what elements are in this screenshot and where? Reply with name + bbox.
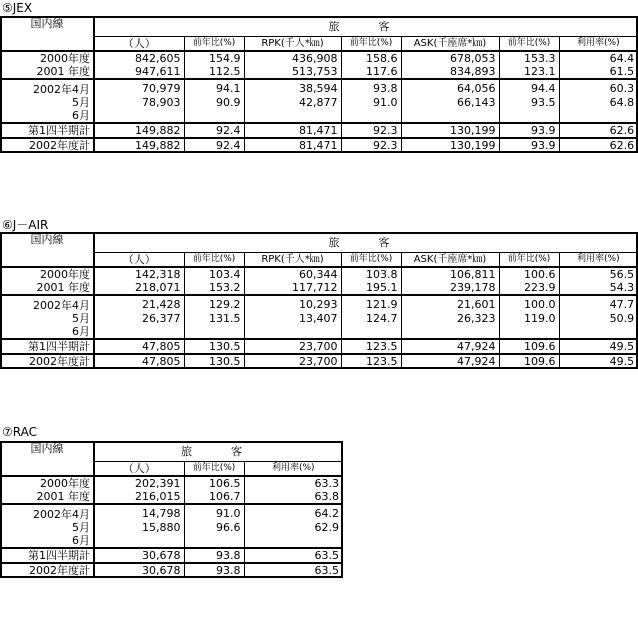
section-title-rac: ⑦RAC (2, 425, 37, 439)
cell: 23,700 (244, 339, 341, 354)
cell: 78,903 (142, 96, 181, 109)
cell: 49.5 (559, 339, 637, 354)
col-header: 前年比(%) (499, 37, 559, 52)
row-label: 第1四半期計 (1, 123, 94, 138)
cell: 64.4 (559, 51, 637, 65)
table-row (1, 51, 637, 65)
cell: 121.9 (341, 295, 401, 312)
cell: 149,882 (135, 139, 181, 152)
cell: 239,178 (401, 281, 499, 295)
cell (401, 109, 499, 123)
cell (94, 109, 184, 123)
row-label: 6月 (1, 109, 94, 123)
col-header: 前年比(%) (499, 253, 559, 268)
cell: 81,471 (244, 123, 341, 138)
col-header: RPK(千人*㎞) (244, 37, 341, 52)
row-label: 2000年度 (1, 51, 94, 65)
cell: 130.5 (184, 339, 244, 354)
cell (401, 325, 499, 339)
cell: 131.5 (184, 312, 244, 325)
cell: 93.8 (341, 79, 401, 96)
cell: 513,753 (244, 65, 341, 79)
cell: 91.0 (184, 504, 244, 521)
cell: 15,880 (142, 521, 181, 534)
cell: 90.9 (184, 96, 244, 109)
section-title-jair: ⑥J－AIR (2, 218, 49, 232)
cell: 63.5 (244, 548, 342, 563)
cell: 38,594 (244, 79, 341, 96)
row-label: 2000年度 (1, 476, 94, 490)
row-label: 2002年4月 (1, 79, 94, 96)
row-label: 2002年4月 (1, 295, 94, 312)
cell: 109.6 (499, 354, 559, 368)
cell: 129.2 (184, 295, 244, 312)
cell (94, 325, 184, 339)
cell: 117,712 (244, 281, 341, 295)
cell: 93.5 (499, 96, 559, 109)
cell: 123.5 (341, 354, 401, 368)
cell: 947,611 (94, 65, 184, 79)
cell: 47,924 (401, 354, 499, 368)
cell: 91.0 (341, 96, 401, 109)
cell: 54.3 (559, 281, 637, 295)
cell: 66,143 (401, 96, 499, 109)
col-header: RPK(千人*㎞) (244, 253, 341, 268)
table-row (1, 504, 342, 521)
col-header: 前年比(%) (341, 253, 401, 268)
table-row (1, 354, 637, 368)
table-row (1, 267, 637, 281)
table-row (1, 490, 342, 504)
cell: 117.6 (341, 65, 401, 79)
cell: 47,805 (94, 339, 184, 354)
col-header: 利用率(%) (559, 37, 637, 52)
cell: 109.6 (499, 339, 559, 354)
cell: 218,071 (94, 281, 184, 295)
group-label: 旅 客 (94, 17, 637, 37)
table-row (1, 281, 637, 295)
cell (499, 109, 559, 123)
cell: 93.8 (184, 563, 244, 577)
col-header: （人） (94, 37, 184, 52)
cell (184, 534, 244, 548)
cell: 94.4 (499, 79, 559, 96)
cell: 21,601 (401, 295, 499, 312)
cell (184, 109, 244, 123)
row-label: 6月 (1, 534, 94, 548)
col-header: （人） (94, 253, 184, 268)
table-row (1, 563, 342, 577)
cell (244, 325, 341, 339)
cell: 103.8 (341, 267, 401, 281)
cell (184, 325, 244, 339)
cell: 21,428 (142, 297, 181, 311)
row-label: 2002年度計 (1, 138, 94, 152)
row-label: 2002年度計 (1, 563, 94, 577)
cell: 106,811 (401, 267, 499, 281)
cell (499, 325, 559, 339)
cell: 92.4 (184, 123, 244, 138)
table-row (1, 79, 637, 96)
jair-table (1, 233, 637, 368)
cell: 14,798 (142, 506, 181, 520)
cell: 834,893 (401, 65, 499, 79)
row-label: 第1四半期計 (1, 339, 94, 354)
jex-table (1, 17, 637, 152)
cell: 154.9 (184, 51, 244, 65)
col-header: 前年比(%) (184, 37, 244, 52)
cell: 106.5 (184, 476, 244, 490)
cell: 153.3 (499, 51, 559, 65)
table-row (1, 339, 637, 354)
corner-label: 国内線 (1, 233, 94, 267)
cell: 142,318 (135, 268, 181, 281)
rac-table (1, 442, 342, 577)
cell: 81,471 (244, 138, 341, 152)
row-label: 2001 年度 (1, 281, 94, 295)
table-row (1, 138, 637, 152)
col-header: ASK(千座席*㎞) (401, 253, 499, 268)
cell: 64,056 (401, 79, 499, 96)
group-label: 旅 客 (94, 442, 342, 462)
corner-label: 国内線 (1, 17, 94, 51)
cell: 47,805 (142, 355, 181, 368)
cell: 123.1 (499, 65, 559, 79)
cell: 96.6 (184, 521, 244, 534)
cell (244, 534, 342, 548)
row-label: 6月 (1, 325, 94, 339)
cell: 92.4 (184, 138, 244, 152)
cell (341, 109, 401, 123)
table-row (1, 312, 637, 325)
col-header: ASK(千座席*㎞) (401, 37, 499, 52)
cell: 93.8 (184, 548, 244, 563)
col-header: 利用率(%) (559, 253, 637, 268)
cell: 123.5 (341, 339, 401, 354)
table-row (1, 65, 637, 79)
cell: 30,678 (142, 564, 181, 577)
cell: 93.9 (499, 138, 559, 152)
cell: 62.9 (244, 521, 342, 534)
table-row (1, 476, 342, 490)
cell: 26,377 (142, 312, 181, 325)
cell: 30,678 (94, 548, 184, 563)
col-header: 前年比(%) (341, 37, 401, 52)
table-row (1, 109, 637, 123)
table-row (1, 325, 637, 339)
row-label: 2001 年度 (1, 490, 94, 504)
cell: 195.1 (341, 281, 401, 295)
cell: 61.5 (559, 65, 637, 79)
cell: 124.7 (341, 312, 401, 325)
cell: 130.5 (184, 354, 244, 368)
cell: 842,605 (135, 52, 181, 65)
cell: 26,323 (401, 312, 499, 325)
table-row (1, 534, 342, 548)
cell: 158.6 (341, 51, 401, 65)
col-header: 利用率(%) (244, 462, 342, 477)
cell: 130,199 (401, 123, 499, 138)
cell (559, 325, 637, 339)
section-title-jex: ⑤JEX (2, 1, 33, 15)
table-row (1, 521, 342, 534)
cell: 153.2 (184, 281, 244, 295)
cell: 92.3 (341, 138, 401, 152)
cell: 70,979 (142, 81, 181, 95)
cell: 60,344 (244, 267, 341, 281)
row-label: 5月 (1, 521, 94, 534)
cell: 93.9 (499, 123, 559, 138)
group-label: 旅 客 (94, 233, 637, 253)
cell (94, 534, 184, 548)
cell: 223.9 (499, 281, 559, 295)
cell: 64.2 (244, 504, 342, 521)
cell: 23,700 (244, 354, 341, 368)
cell: 202,391 (135, 477, 181, 490)
cell: 216,015 (94, 490, 184, 504)
cell: 119.0 (499, 312, 559, 325)
cell: 436,908 (244, 51, 341, 65)
row-label: 2001 年度 (1, 65, 94, 79)
cell: 106.7 (184, 490, 244, 504)
row-label: 2002年4月 (1, 504, 94, 521)
table-row (1, 295, 637, 312)
cell (559, 109, 637, 123)
cell (244, 109, 341, 123)
corner-label: 国内線 (1, 442, 94, 476)
cell: 10,293 (244, 295, 341, 312)
cell: 112.5 (184, 65, 244, 79)
cell: 56.5 (559, 267, 637, 281)
cell: 130,199 (401, 138, 499, 152)
cell: 47.7 (559, 295, 637, 312)
cell: 92.3 (341, 123, 401, 138)
cell: 47,924 (401, 339, 499, 354)
cell: 678,053 (401, 51, 499, 65)
cell: 100.0 (499, 295, 559, 312)
col-header: 前年比(%) (184, 253, 244, 268)
cell: 50.9 (559, 312, 637, 325)
row-label: 第1四半期計 (1, 548, 94, 563)
cell: 149,882 (94, 123, 184, 138)
table-row (1, 548, 342, 563)
cell: 62.6 (559, 138, 637, 152)
col-header: 前年比(%) (184, 462, 244, 477)
row-label: 5月 (1, 312, 94, 325)
row-label: 2000年度 (1, 267, 94, 281)
col-header: （人） (94, 462, 184, 477)
cell: 63.5 (244, 563, 342, 577)
cell: 62.6 (559, 123, 637, 138)
table-row (1, 96, 637, 109)
row-label: 2002年度計 (1, 354, 94, 368)
cell: 64.8 (559, 96, 637, 109)
cell: 103.4 (184, 267, 244, 281)
table-row (1, 123, 637, 138)
cell: 49.5 (559, 354, 637, 368)
cell: 63.8 (244, 490, 342, 504)
cell: 42,877 (244, 96, 341, 109)
row-label: 5月 (1, 96, 94, 109)
cell: 60.3 (559, 79, 637, 96)
cell: 94.1 (184, 79, 244, 96)
cell: 13,407 (244, 312, 341, 325)
cell: 63.3 (244, 476, 342, 490)
cell: 100.6 (499, 267, 559, 281)
cell (341, 325, 401, 339)
